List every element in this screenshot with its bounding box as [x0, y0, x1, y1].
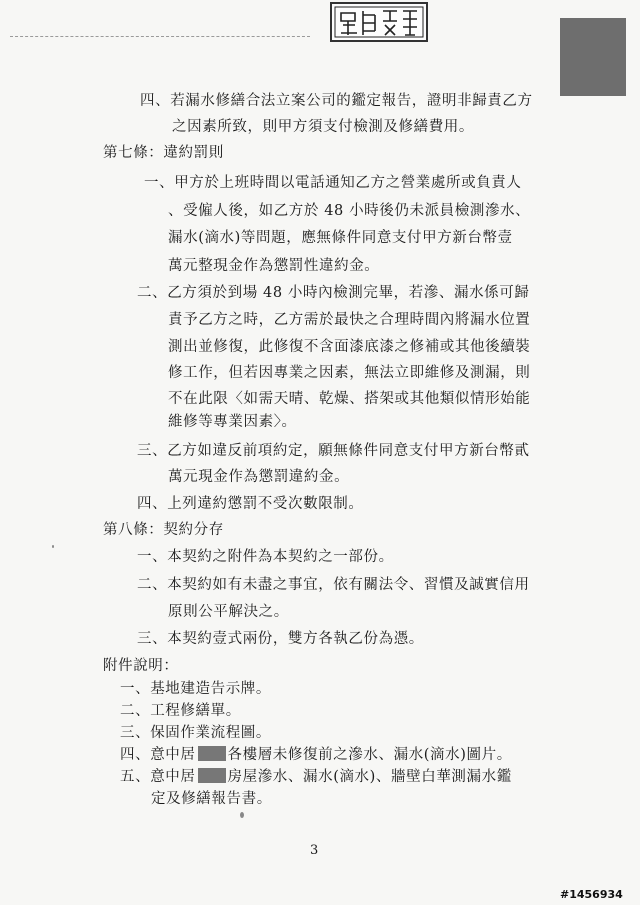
attachment-4 [120, 746, 512, 764]
article-7-item-1-line-3: 漏水(滴水)等問題，應無條件同意支付甲方新台幣壹 [168, 230, 513, 246]
article-8-item-2-line-2: 原則公平解決之。 [168, 604, 289, 620]
attachment-5-prefix: 五、意中居 [120, 769, 196, 785]
article-8-heading: 第八條：契約分存 [103, 522, 224, 538]
attachment-1: 一、基地建造告示牌。 [120, 681, 271, 697]
article-7-item-4: 四、上列違約懲罰不受次數限制。 [137, 496, 364, 512]
scan-rule-line [10, 36, 310, 37]
page-number: 3 [310, 843, 319, 858]
clause-4-line-1: 四、若漏水修繕合法立案公司的鑑定報告，證明非歸責乙方 [140, 93, 533, 109]
attachment-3: 三、保固作業流程圖。 [120, 725, 271, 741]
seal-stamp-icon [333, 5, 425, 39]
redaction-block-top-right [560, 18, 626, 96]
article-8-item-2-line-1: 二、本契約如有未盡之事宜，依有關法令、習慣及誠實信用 [137, 577, 530, 593]
inline-redaction [198, 768, 226, 783]
article-7-item-1-line-4: 萬元整現金作為懲罰性違約金。 [168, 258, 380, 274]
clause-4-line-2: 之因素所致，則甲方須支付檢測及修繕費用。 [172, 119, 474, 135]
article-8-item-1: 一、本契約之附件為本契約之一部份。 [137, 549, 394, 565]
article-7-item-2-line-6: 維修等專業因素〉。 [168, 414, 297, 430]
scan-speck [52, 545, 54, 548]
article-7-heading: 第七條：違約罰則 [103, 145, 224, 161]
article-8-item-3: 三、本契約壹式兩份，雙方各執乙份為憑。 [137, 631, 424, 647]
article-7-item-2-line-1: 二、乙方須於到場 48 小時內檢測完畢，若滲、漏水係可歸 [137, 285, 530, 301]
seal-stamp [330, 2, 428, 42]
attachment-4-prefix: 四、意中居 [120, 747, 196, 763]
article-7-item-3-line-2: 萬元現金作為懲罰違約金。 [168, 469, 350, 485]
attachment-5-suffix: 房屋滲水、漏水(滴水)、牆壁白華測漏水鑑 [227, 769, 512, 785]
scan-speck [240, 812, 244, 818]
attachment-5-line-2: 定及修繕報告書。 [151, 791, 272, 807]
article-7-item-1-line-1: 一、甲方於上班時間以電話通知乙方之營業處所或負責人 [144, 175, 522, 191]
attachments-heading: 附件說明： [103, 658, 179, 674]
article-7-item-2-line-4: 修工作，但若因專業之因素，無法立即維修及測漏，則 [168, 365, 531, 381]
inline-redaction [198, 746, 226, 761]
attachment-2: 二、工程修繕單。 [120, 703, 241, 719]
document-id: #1456934 [560, 888, 623, 901]
attachment-5 [120, 768, 512, 786]
article-7-item-1-line-2: 、受僱人後，如乙方於 48 小時後仍未派員檢測滲水、 [168, 203, 531, 219]
article-7-item-2-line-5: 不在此限〈如需天晴、乾燥、搭架或其他類似情形始能 [168, 391, 531, 407]
article-7-item-2-line-2: 責予乙方之時，乙方需於最快之合理時間內將漏水位置 [168, 312, 531, 328]
attachment-4-suffix: 各樓層未修復前之滲水、漏水(滴水)圖片。 [227, 747, 512, 763]
article-7-item-3-line-1: 三、乙方如違反前項約定，願無條件同意支付甲方新台幣貳 [137, 443, 530, 459]
article-7-item-2-line-3: 測出並修復，此修復不含面漆底漆之修補或其他後續裝 [168, 339, 531, 355]
